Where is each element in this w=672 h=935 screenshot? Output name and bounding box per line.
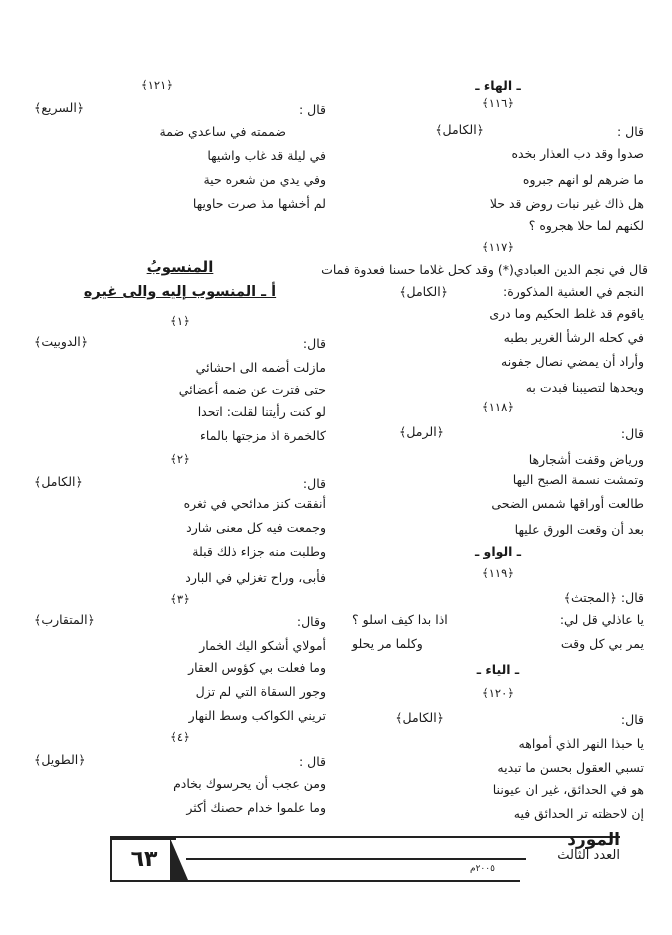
qal-label: قال:: [302, 336, 326, 351]
verse-line: صدوا وقد دب العذار بخده: [511, 146, 644, 161]
verse-line: وجور السقاة التي لم تزل: [195, 684, 326, 699]
verse-line: لكنهم لما حلا هجروه ؟: [528, 218, 644, 233]
page-number: ٦٣: [110, 838, 176, 882]
verse-line: تريني الكواكب وسط النهار: [188, 708, 326, 723]
verse-line: بعد أن وقعت الورق عليها: [514, 522, 644, 537]
meter-label: ﴿الطويل﴾: [34, 752, 86, 767]
verse-line: تسبي العقول بحسن ما تبديه: [497, 760, 644, 775]
verse-line: فأبى، وراح تغزلي في البارد: [185, 570, 326, 585]
intro-line: النجم في العشية المذكورة:: [503, 284, 644, 299]
meter-label: ﴿المتقارب﴾: [34, 612, 95, 627]
verse-line: وجمعت فيه كل معنى شارد: [186, 520, 326, 535]
poem-number-118: ﴿١١٨﴾: [481, 400, 515, 414]
verse-line: ما ضرهم لو انهم جبروه: [522, 172, 644, 187]
qal-label: قال :: [298, 102, 326, 117]
meter-label: ﴿الكامل﴾: [34, 474, 83, 489]
section-heading-waw: ـ الواو ـ: [474, 544, 522, 559]
hemistich-right: يا عاذلي قل لي:: [559, 612, 644, 627]
meter-label: ﴿الكامل﴾: [435, 122, 484, 137]
section-heading-yaa: ـ الياء ـ: [476, 662, 520, 677]
issue-year: ٢٠٠٥م: [470, 864, 495, 874]
verse-line: حتى فترت عن ضمه أعضائي: [178, 382, 326, 397]
verse-line: وأراد أن يمضي نصال جفونه: [501, 354, 644, 369]
meter-label: ﴿السريع﴾: [34, 100, 85, 115]
verse-line: ويحدها لتصيبنا فبدت به: [525, 380, 644, 395]
verse-line: يا حبذا النهر الذي أمواهه: [518, 736, 644, 751]
qal-label: وقال:: [296, 614, 326, 629]
poem-number-121: ﴿١٢١﴾: [140, 78, 174, 92]
left-column: [34, 0, 326, 840]
hemistich-right: يمر بي كل وقت: [560, 636, 644, 651]
qal-meter-label: قال: ﴿المجتث﴾: [563, 590, 644, 605]
verse-line: لم أخشها مذ صرت حاويها: [192, 196, 326, 211]
section-subtitle: أ ـ المنسوب إليه والى غيره: [83, 284, 277, 300]
verse-line: ياقوم قد غلط الحكيم وما درى: [489, 306, 644, 321]
verse-line: وطلبت منه جزاء ذلك قبلة: [192, 544, 326, 559]
poem-number-2: ﴿٢﴾: [170, 452, 190, 466]
journal-name: المورد: [567, 830, 620, 850]
poem-number-3: ﴿٣﴾: [170, 592, 190, 606]
page-box-decoration: [170, 838, 188, 880]
verse-line: طالعت أوراقها شمس الضحى: [491, 496, 644, 511]
verse-line: مازلت أضمه الى احشائي: [195, 360, 326, 375]
issue-label: العدد الثالث: [557, 848, 620, 863]
right-column: [321, 0, 648, 840]
poem-number-1: ﴿١﴾: [170, 314, 190, 328]
verse-line: وفي يدي من شعره حية: [203, 172, 326, 187]
section-heading-haa: ـ الهاء ـ: [475, 78, 521, 93]
poem-number-119: ﴿١١٩﴾: [481, 566, 515, 580]
intro-line: قال في نجم الدين العبادي(*) وقد كحل غلاما حسنا فعدوة فمات: [321, 262, 648, 277]
verse-line: هل ذاك غير نبات روض قد حلا: [489, 196, 644, 211]
verse-line: وما علموا خدام حصنك أكثر: [186, 800, 326, 815]
poem-number-4: ﴿٤﴾: [170, 730, 190, 744]
hemistich-left: وكلما مر يحلو: [352, 636, 423, 651]
meter-label: ﴿الدوبيت﴾: [34, 334, 89, 349]
poem-number-120: ﴿١٢٠﴾: [481, 686, 515, 700]
verse-line: ضممته في ساعدي ضمة: [159, 124, 286, 139]
meter-label: ﴿الكامل﴾: [399, 284, 448, 299]
verse-line: وتمشت نسمة الصبح اليها: [512, 472, 644, 487]
poem-number-117: ﴿١١٧﴾: [481, 240, 515, 254]
verse-line: أمولاي أشكو اليك الخمار: [199, 638, 326, 653]
verse-line: في ليلة قد غاب واشيها: [207, 148, 326, 163]
verse-line: ومن عجب أن يحرسوك بخادم: [173, 776, 326, 791]
qal-label: قال :: [298, 754, 326, 769]
verse-line: في كحله الرشأ الغرير بطبه: [503, 330, 644, 345]
verse-line: أنفقت كنز مدائحي في ثغره: [183, 496, 326, 511]
verse-line: كالخمرة اذ مزجتها بالماء: [200, 428, 326, 443]
verse-line: إن لاحظته تر الحدائق فيه: [513, 806, 644, 821]
qal-label: قال:: [302, 476, 326, 491]
qal-label: قال:: [620, 426, 644, 441]
section-title: المنسوبُ: [146, 258, 214, 276]
hemistich-left: اذا بدا كيف اسلو ؟: [352, 612, 448, 627]
verse-line: ورياض وقفت أشجارها: [528, 452, 644, 467]
qal-label: قال :: [616, 124, 644, 139]
qal-label: قال:: [620, 712, 644, 727]
meter-label: ﴿الكامل﴾: [395, 710, 444, 725]
verse-line: لو كنت رأيتنا لقلت: اتحدا: [197, 404, 326, 419]
poem-number-116: ﴿١١٦﴾: [481, 96, 515, 110]
verse-line: هو في الحدائق، غير ان عيوننا: [492, 782, 644, 797]
meter-label: ﴿الرمل﴾: [399, 424, 444, 439]
verse-line: وما فعلت بي كؤوس العقار: [188, 660, 326, 675]
